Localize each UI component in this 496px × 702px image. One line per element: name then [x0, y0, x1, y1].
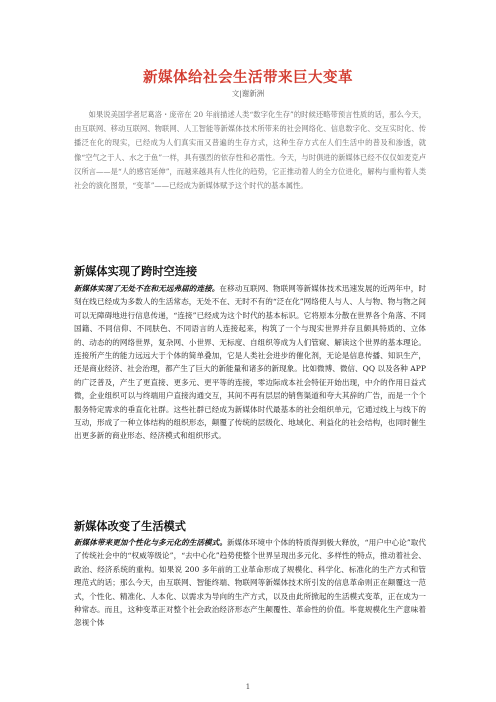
- section-heading-lifestyle: 新媒体改变了生活模式: [74, 520, 186, 533]
- article-title: 新媒体给社会生活带来巨大变革: [143, 70, 353, 86]
- article-intro: 如果说美国学者尼葛洛・庞帝在 20 年前描述人类“数字化生存”的时候还略带预言性质的话，那么今天，由互联网、移动互联网、物联网、人工智能等新媒体技术所带来的社会网络化、信息数字化、交互实时化、传播泛在化的现实，已经成为人们真实而又普遍的生存方式，这种生存方式在人们生活中的普及和渗透，就像“空气之于人、水之于鱼”一样，具有强烈的依存性和必需性。今天，与时俱进的新媒体已经不仅仅如麦克卢汉所言——是“人的感官延伸”，而越来越具有人性化的趋势，它正推动着人的全方位进化，解构与重构着人类社会的演化图景，“变革”——已经成为新媒体赋予这个时代的基本属性。: [74, 110, 426, 191]
- section-body-lifestyle: [74, 536, 426, 630]
- article-byline: 文|谢新洲: [231, 89, 265, 98]
- section-lead-connection: 新媒体实现了无处不在和无远弗届的连接。: [74, 284, 220, 293]
- section-text-connection: 在移动互联网、物联网等新媒体技术迅速发展的近两年中，时刻在线已经成为多数人的生活常态，无处不在、无时不有的“泛在化”网络使人与人、人与物、物与物之间可以无障碍地进行信息传递，“连接”已经成为这个时代的基本标识。它将原本分散在世界各个角落、不同国籍、不同信仰、不同肤色、不同语言的人连接起来，构筑了一个与现实世界并存且颇具特质的、立体的、动态的的网络世界，复杂网、小世界、无标度、自组织等成为人们管窥、解读这个世界的基本理论。连接所产生的能力远远大于个体的简单叠加，它是人类社会进步的催化剂，无论是信息传播、知识生产，还是商业经济、社会治理，都产生了巨大的新能量和诸多的新现象。比如微博、微信、QQ 以及各种 APP 的广泛普及，产生了更直接、更多元、更平等的连接，零边际成本社会特征开始出现，中介的作用日益式微，企业组织可以与终端用户直接沟通交互，其间不再有层层的销售渠道和夸大其辞的广告，而是一个个服务特定需求的垂直化社群。这些社群已经成为新媒体时代最基本的社会组织单元，它通过线上与线下的互动，形成了一种立体结构的组织形态，颠覆了传统的层级化、地域化、利益化的社会结构，也同时催生出更多新的商业形态、经济模式和组织形式。: [74, 284, 427, 441]
- section-lead-lifestyle: 新媒体带来更加个性化与多元化的生活模式。: [74, 538, 227, 547]
- section-text-lifestyle: 新媒体环境中个体的特质得到极大释放，“用户中心论”取代了传统社会中的“权威等级论”，“去中心化”趋势使整个世界呈现出多元化、多样性的特点，推动着社会、政治、经济系统的重构。如果说 200 多年前的工业革命形成了规模化、科学化、标准化的生产方式和管理范式的话；那么今天，由互联网、智能终端、物联网等新媒体技术所引发的信息革命则正在颠覆这一范式，个性化、精准化、人本化、以需求为导向的生产方式，以及由此所掀起的生活模式变革，正在成为一种常态。而且，这种变革正对整个社会政治经济形态产生颠覆性、革命性的价值。毕竟规模化生产意味着忽视个体: [74, 538, 426, 628]
- page-number: 1: [245, 683, 251, 691]
- section-body-connection: [74, 282, 426, 443]
- section-heading-connection: 新媒体实现了跨时空连接: [74, 265, 198, 278]
